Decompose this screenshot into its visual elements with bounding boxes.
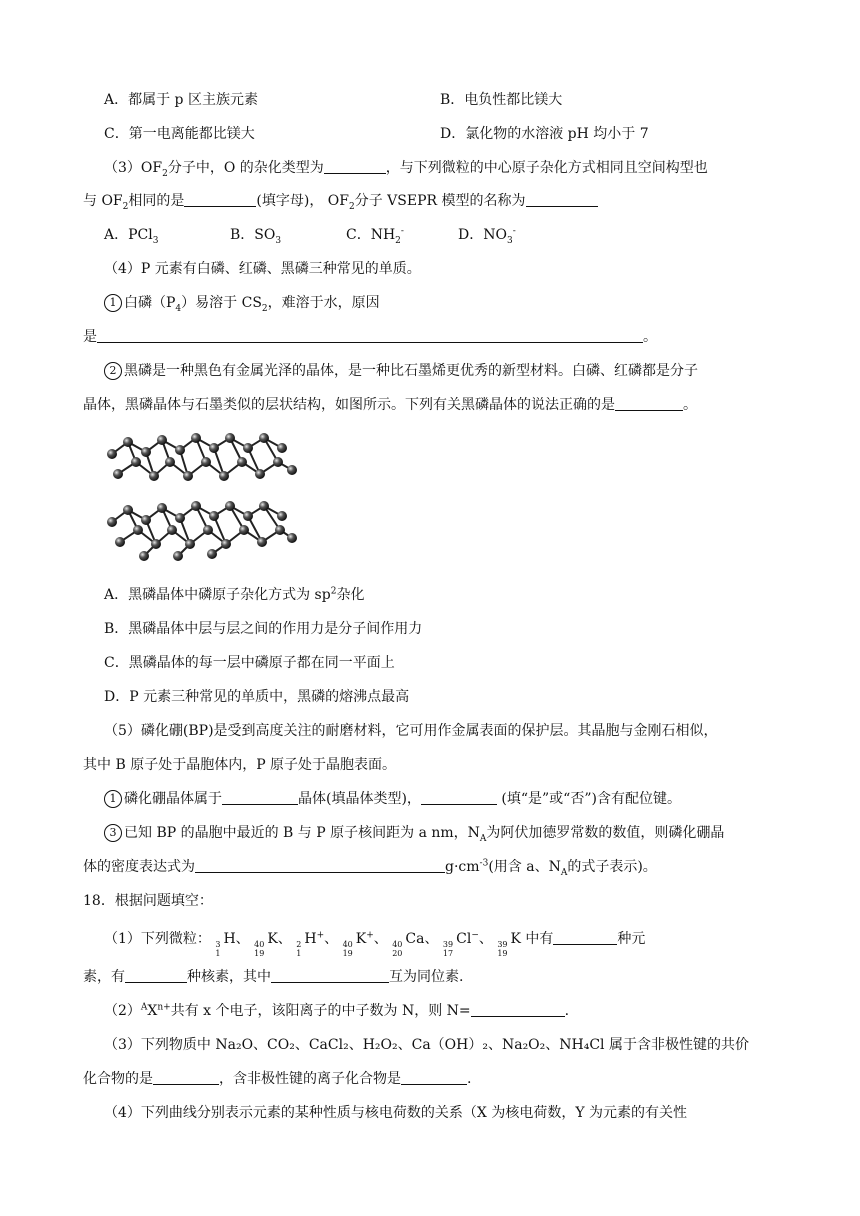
- answer-blank[interactable]: [97, 328, 643, 343]
- black-phosphorus-structure-figure: [104, 430, 298, 568]
- circled-number: 1: [104, 790, 122, 808]
- nuclide-notation: 2 1: [296, 940, 302, 958]
- q18-part1-line2: 素，有 种核素，其中 互为同位素.: [83, 969, 464, 985]
- nuclide-notation: 40 20: [392, 940, 403, 958]
- answer-blank[interactable]: [222, 790, 298, 805]
- circled-number: 2: [104, 362, 122, 380]
- answer-blank[interactable]: [401, 1070, 467, 1085]
- q3-line2: 与 $OF_2$相同的是 (填字母)， $OF_2$分子 VSEPR 模型的名称为: [83, 192, 598, 210]
- q4-option-a: A．黑磷晶体中磷原子杂化方式为 $sp^2$杂化: [104, 586, 365, 603]
- answer-blank[interactable]: [125, 968, 187, 983]
- q18-part2: $(2)^AX^{n+}$共有 x 个电子，该阳离子的中子数为 N，则 N= .: [104, 1002, 570, 1019]
- q18-part3-line1: （3）下列物质中 Na₂O、CO₂、CaCl₂、H₂O₂、Ca（OH）₂、Na₂O₂、NH₄Cl 属于含非极性键的共价: [104, 1037, 749, 1053]
- q4-part2-line2: 晶体，黑磷晶体与石墨类似的层状结构，如图所示。下列有关黑磷晶体的说法正确的是 。: [83, 397, 697, 413]
- q4-option-c: C．黑磷晶体的每一层中磷原子都在同一平面上: [104, 655, 395, 671]
- option-d: D．氯化物的水溶液 pH 均小于 7: [440, 126, 649, 142]
- q3-line1: $(3)OF_2$分子中，O 的杂化类型为 ，与下列微粒的中心原子杂化方式相同且空间构型也: [104, 160, 708, 179]
- answer-blank[interactable]: [421, 790, 497, 805]
- answer-blank[interactable]: [553, 930, 617, 945]
- circled-number: 3: [104, 824, 122, 842]
- answer-blank[interactable]: [526, 192, 598, 207]
- q3-option-a: A．PCl$_3$: [104, 227, 159, 246]
- q5-part3-line1: 3 已知 BP 的晶胞中最近的 B 与 P 原子核间距为 a nm，$N_A$为阿伏加德罗常数的数值，则磷化硼晶: [104, 824, 724, 842]
- option-a: A．都属于 p 区主族元素: [104, 92, 258, 108]
- circled-number: 1: [104, 294, 122, 312]
- q18-heading: 18．根据问题填空：: [83, 893, 213, 909]
- nuclide-notation: 3 1: [215, 940, 221, 958]
- answer-blank[interactable]: [324, 159, 386, 174]
- q4-part2-line1: 2 黑磷是一种黑色有金属光泽的晶体，是一种比石墨烯更优秀的新型材料。白磷、红磷都是分子: [104, 362, 698, 380]
- q4-part1-line1: 1 白磷$(P_4)$易溶于 $CS_2$，难溶于水，原因: [104, 294, 380, 312]
- q5-part3-line2: 体的密度表达式为 $g\cdot cm^{-3}$(用含 a、$N_A$的式子表示)。: [83, 858, 657, 878]
- q3-option-b: B．$SO_3$: [230, 227, 282, 246]
- answer-blank[interactable]: [271, 968, 389, 983]
- q4-option-b: B．黑磷晶体中层与层之间的作用力是分子间作用力: [104, 621, 423, 637]
- nuclide-notation: 39 19: [497, 940, 508, 958]
- q5-part1: 1 磷化硼晶体属于 晶体(填晶体类型)， (填“是”或“否”)含有配位键。: [104, 790, 681, 808]
- q3-option-d: D．$NO_3^-$: [458, 226, 516, 246]
- q5-line2: 其中 B 原子处于晶胞体内，P 原子处于晶胞表面。: [83, 757, 397, 773]
- q4-intro: （4）P 元素有白磷、红磷、黑磷三种常见的单质。: [104, 261, 421, 277]
- option-c: C．第一电离能都比镁大: [104, 126, 255, 142]
- answer-blank[interactable]: [153, 1070, 219, 1085]
- nuclide-notation: 39 17: [442, 940, 454, 958]
- q5-line1: （5）磷化硼(BP)是受到高度关注的耐磨材料，它可用作金属表面的保护层。其晶胞与金刚石相似，: [104, 723, 718, 739]
- nuclide-notation: 40 19: [254, 940, 265, 958]
- nuclide-notation: 40 19: [342, 940, 353, 958]
- q18-part3-line2: 化合物的是 ，含非极性键的离子化合物是 .: [83, 1071, 472, 1087]
- q4-option-d: D．P 元素三种常见的单质中，黑磷的熔沸点最高: [104, 689, 410, 705]
- answer-blank[interactable]: [471, 1002, 565, 1017]
- q3-option-c: C．$NH_2^-$: [346, 226, 404, 246]
- answer-blank[interactable]: [615, 396, 683, 411]
- option-b: B．电负性都比镁大: [440, 92, 563, 108]
- answer-blank[interactable]: [184, 192, 256, 207]
- q18-part4-line1: （4）下列曲线分别表示元素的某种性质与核电荷数的关系（X 为核电荷数，Y 为元素的有关性: [104, 1105, 688, 1121]
- q18-part1-line1: （1）下列微粒： 3 1 H、 40 19 K、 2 1 H+、 40 19 K+、 40 20 Ca、 39 17 Cl−、 39 19 K 中有 种元: [104, 930, 646, 958]
- answer-blank[interactable]: [195, 858, 445, 873]
- q4-part1-line2: 是 。: [83, 329, 657, 345]
